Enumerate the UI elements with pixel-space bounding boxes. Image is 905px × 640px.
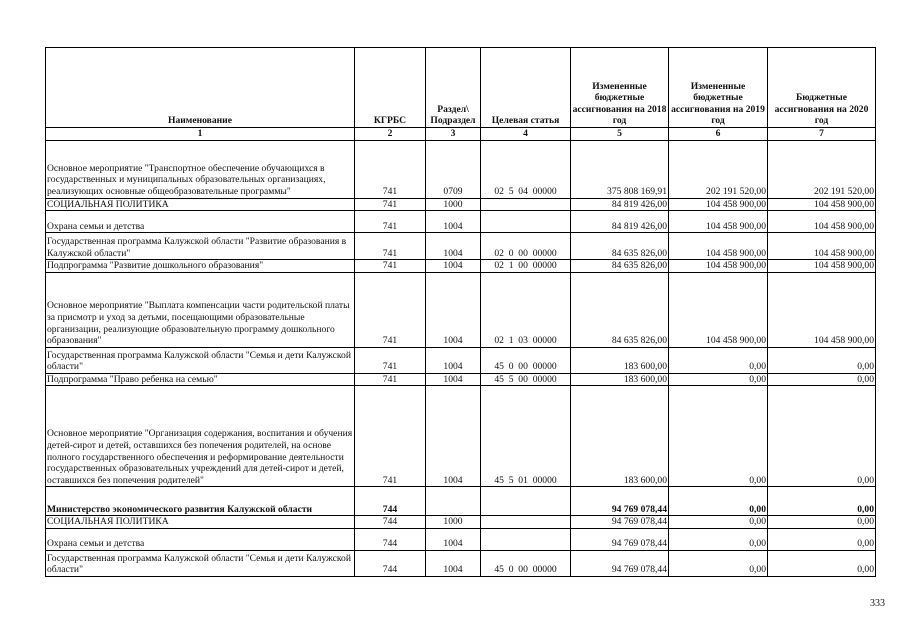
row-2019: 104 458 900,00 [669, 198, 768, 211]
header-name: Наименование [46, 48, 355, 128]
table-row [46, 233, 876, 260]
row-2019: 104 458 900,00 [669, 233, 768, 260]
table-row [46, 140, 876, 198]
row-kgrbs: 741 [355, 347, 426, 373]
row-2020: 0,00 [768, 487, 876, 516]
row-kgrbs: 741 [355, 386, 426, 487]
row-2020: 104 458 900,00 [768, 198, 876, 211]
row-kgrbs: 741 [355, 272, 426, 347]
row-section: 1004 [426, 272, 481, 347]
row-name: Основное мероприятие "Организация содержания, воспитания и обучения детей-сирот и детей, оставшихся без попечения родителей, на основе полного государственного обеспечения и реформирование деятельности государственных образовательных учреждений для детей-сирот и детей, оставшихся без попечения родителей" [46, 386, 355, 487]
row-name: Основное мероприятие "Выплата компенсации части родительской платы за присмотр и уход за детьми, посещающими образовательные организации, реализующие образовательную программу дошкольного образования" [46, 272, 355, 347]
table-row [46, 198, 876, 211]
row-name: СОЦИАЛЬНАЯ ПОЛИТИКА [46, 198, 355, 211]
row-section: 1004 [426, 373, 481, 386]
row-2019: 0,00 [669, 386, 768, 487]
row-2020: 104 458 900,00 [768, 260, 876, 273]
column-number: 2 [355, 128, 426, 141]
row-2019: 202 191 520,00 [669, 140, 768, 198]
row-section: 1004 [426, 386, 481, 487]
row-2018: 375 808 169,91 [571, 140, 669, 198]
table-row [46, 528, 876, 550]
row-name: Основное мероприятие "Транспортное обеспечение обучающихся в государственных и муниципальных образовательных организациях, реализующих основные общеобразовательные программы" [46, 140, 355, 198]
column-number: 4 [481, 128, 571, 141]
table-row [46, 211, 876, 233]
row-2020: 202 191 520,00 [768, 140, 876, 198]
column-number: 5 [571, 128, 669, 141]
row-2019: 0,00 [669, 347, 768, 373]
row-2018: 183 600,00 [571, 373, 669, 386]
row-2019: 0,00 [669, 550, 768, 576]
row-2019: 0,00 [669, 516, 768, 529]
row-kgrbs: 741 [355, 211, 426, 233]
row-name: Министерство экономического развития Калужской области [46, 487, 355, 516]
row-2018: 84 635 826,00 [571, 233, 669, 260]
table-row [46, 516, 876, 529]
row-2020: 0,00 [768, 550, 876, 576]
table-row [46, 260, 876, 273]
row-2018: 84 635 826,00 [571, 272, 669, 347]
row-2018: 183 600,00 [571, 347, 669, 373]
row-2019: 0,00 [669, 528, 768, 550]
row-name: СОЦИАЛЬНАЯ ПОЛИТИКА [46, 516, 355, 529]
row-2018: 84 635 826,00 [571, 260, 669, 273]
row-target [481, 211, 571, 233]
row-name: Охрана семьи и детства [46, 211, 355, 233]
row-target: 02 1 00 00000 [481, 260, 571, 273]
row-kgrbs: 741 [355, 140, 426, 198]
row-name: Охрана семьи и детства [46, 528, 355, 550]
row-section: 1000 [426, 198, 481, 211]
column-number: 6 [669, 128, 768, 141]
table-row [46, 272, 876, 347]
header-section: Раздел\ Подраздел [426, 48, 481, 128]
row-2019: 104 458 900,00 [669, 260, 768, 273]
row-2020: 104 458 900,00 [768, 272, 876, 347]
column-number: 3 [426, 128, 481, 141]
row-target: 02 5 04 00000 [481, 140, 571, 198]
row-2019: 104 458 900,00 [669, 211, 768, 233]
row-2018: 94 769 078,44 [571, 487, 669, 516]
table-row [46, 550, 876, 576]
row-2020: 104 458 900,00 [768, 211, 876, 233]
column-number: 1 [46, 128, 355, 141]
header-2020: Бюджетные ассигнования на 2020 год [768, 48, 876, 128]
row-section: 1004 [426, 347, 481, 373]
row-2018: 94 769 078,44 [571, 550, 669, 576]
header-target: Целевая статья [481, 48, 571, 128]
row-kgrbs: 741 [355, 373, 426, 386]
row-2020: 104 458 900,00 [768, 233, 876, 260]
row-2020: 0,00 [768, 516, 876, 529]
row-kgrbs: 741 [355, 198, 426, 211]
table-row [46, 373, 876, 386]
row-target: 02 1 03 00000 [481, 272, 571, 347]
row-2020: 0,00 [768, 373, 876, 386]
row-target: 02 0 00 00000 [481, 233, 571, 260]
table-row [46, 347, 876, 373]
row-target [481, 487, 571, 516]
row-target [481, 528, 571, 550]
header-kgrbs: КГРБС [355, 48, 426, 128]
row-kgrbs: 744 [355, 487, 426, 516]
header-row [46, 48, 876, 128]
row-name: Подпрограмма "Развитие дошкольного образования" [46, 260, 355, 273]
row-section: 1004 [426, 211, 481, 233]
row-kgrbs: 744 [355, 528, 426, 550]
row-2018: 94 769 078,44 [571, 528, 669, 550]
page-number: 333 [870, 598, 885, 609]
row-2018: 84 819 426,00 [571, 211, 669, 233]
row-2020: 0,00 [768, 386, 876, 487]
row-target: 45 5 01 00000 [481, 386, 571, 487]
table-row [46, 386, 876, 487]
row-2019: 0,00 [669, 373, 768, 386]
row-2018: 94 769 078,44 [571, 516, 669, 529]
table-row [46, 487, 876, 516]
row-section: 1004 [426, 260, 481, 273]
column-number-row [46, 128, 876, 141]
header-2019: Измененные бюджетные ассигнования на 2019 год [669, 48, 768, 128]
budget-table [45, 47, 876, 577]
row-2019: 0,00 [669, 487, 768, 516]
row-section: 1004 [426, 233, 481, 260]
row-2018: 84 819 426,00 [571, 198, 669, 211]
row-name: Государственная программа Калужской области "Семья и дети Калужской области" [46, 347, 355, 373]
row-2020: 0,00 [768, 347, 876, 373]
column-number: 7 [768, 128, 876, 141]
row-kgrbs: 744 [355, 550, 426, 576]
row-target: 45 0 00 00000 [481, 347, 571, 373]
row-section: 0709 [426, 140, 481, 198]
row-kgrbs: 741 [355, 260, 426, 273]
row-section: 1004 [426, 550, 481, 576]
row-kgrbs: 741 [355, 233, 426, 260]
row-kgrbs: 744 [355, 516, 426, 529]
row-target: 45 5 00 00000 [481, 373, 571, 386]
row-target [481, 198, 571, 211]
row-2019: 104 458 900,00 [669, 272, 768, 347]
header-2018: Измененные бюджетные ассигнования на 2018 год [571, 48, 669, 128]
row-name: Подпрограмма "Право ребенка на семью" [46, 373, 355, 386]
row-name: Государственная программа Калужской области "Семья и дети Калужской области" [46, 550, 355, 576]
row-2018: 183 600,00 [571, 386, 669, 487]
row-2020: 0,00 [768, 528, 876, 550]
row-section: 1000 [426, 516, 481, 529]
row-target: 45 0 00 00000 [481, 550, 571, 576]
row-name: Государственная программа Калужской области "Развитие образования в Калужской области" [46, 233, 355, 260]
row-section: 1004 [426, 528, 481, 550]
row-section [426, 487, 481, 516]
row-target [481, 516, 571, 529]
